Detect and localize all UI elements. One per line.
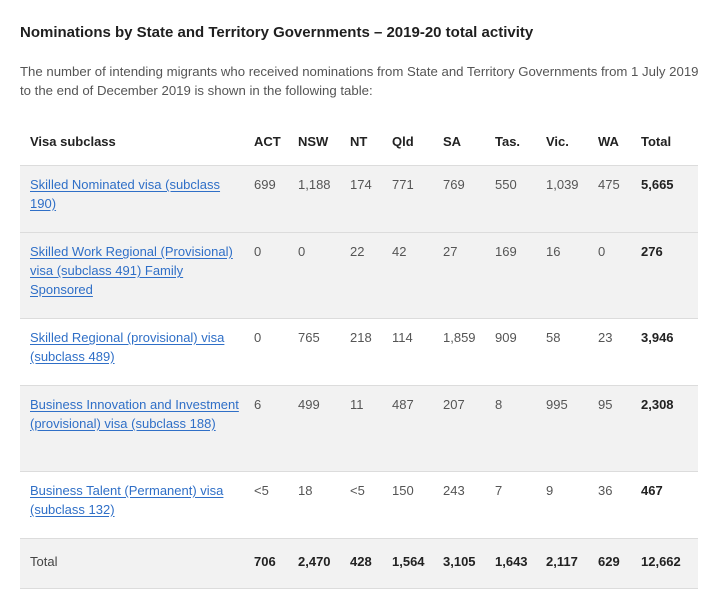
table-header-row: [20, 117, 698, 166]
cell-nt: 22: [340, 233, 382, 319]
visa-link-subclass-190[interactable]: Skilled Nominated visa (subclass 190): [30, 177, 221, 211]
visa-link-subclass-132[interactable]: Business Talent (Permanent) visa (subclass 132): [30, 483, 224, 517]
total-nt: 428: [340, 539, 382, 589]
cell-sa: 769: [433, 166, 485, 233]
cell-nsw: 0: [288, 233, 340, 319]
cell-vic: 58: [536, 319, 588, 386]
cell-qld: 771: [382, 166, 433, 233]
total-wa: 629: [588, 539, 631, 589]
cell-nt: 174: [340, 166, 382, 233]
cell-act: 0: [244, 233, 288, 319]
cell-sa: 207: [433, 386, 485, 472]
cell-act: 699: [244, 166, 288, 233]
cell-total: 3,946: [631, 319, 698, 386]
cell-tas: 8: [485, 386, 536, 472]
cell-nsw: 499: [288, 386, 340, 472]
column-header-wa: WA: [588, 117, 631, 166]
nominations-table: [20, 117, 698, 589]
cell-nt: 218: [340, 319, 382, 386]
cell-wa: 23: [588, 319, 631, 386]
cell-nt: <5: [340, 472, 382, 539]
total-sa: 3,105: [433, 539, 485, 589]
total-tas: 1,643: [485, 539, 536, 589]
cell-wa: 36: [588, 472, 631, 539]
cell-total: 467: [631, 472, 698, 539]
cell-nsw: 765: [288, 319, 340, 386]
cell-total: 2,308: [631, 386, 698, 472]
table-row: [20, 386, 698, 472]
cell-act: <5: [244, 472, 288, 539]
cell-nsw: 1,188: [288, 166, 340, 233]
total-act: 706: [244, 539, 288, 589]
column-header-visa-subclass: Visa subclass: [20, 117, 244, 166]
cell-qld: 150: [382, 472, 433, 539]
total-row-label: Total: [20, 539, 244, 589]
column-header-qld: Qld: [382, 117, 433, 166]
total-grand: 12,662: [631, 539, 698, 589]
page-title: Nominations by State and Territory Governments – 2019-20 total activity: [20, 24, 534, 41]
column-header-nsw: NSW: [288, 117, 340, 166]
total-qld: 1,564: [382, 539, 433, 589]
cell-total: 276: [631, 233, 698, 319]
column-header-total: Total: [631, 117, 698, 166]
cell-tas: 169: [485, 233, 536, 319]
cell-vic: 9: [536, 472, 588, 539]
cell-wa: 95: [588, 386, 631, 472]
table-row: [20, 319, 698, 386]
column-header-vic: Vic.: [536, 117, 588, 166]
total-vic: 2,117: [536, 539, 588, 589]
cell-vic: 16: [536, 233, 588, 319]
column-header-tas: Tas.: [485, 117, 536, 166]
cell-nt: 11: [340, 386, 382, 472]
column-header-sa: SA: [433, 117, 485, 166]
cell-wa: 0: [588, 233, 631, 319]
cell-sa: 1,859: [433, 319, 485, 386]
cell-tas: 7: [485, 472, 536, 539]
cell-act: 0: [244, 319, 288, 386]
total-nsw: 2,470: [288, 539, 340, 589]
visa-link-subclass-489[interactable]: Skilled Regional (provisional) visa (subclass 489): [30, 330, 225, 364]
cell-qld: 487: [382, 386, 433, 472]
table-row: [20, 166, 698, 233]
cell-vic: 995: [536, 386, 588, 472]
cell-tas: 909: [485, 319, 536, 386]
cell-total: 5,665: [631, 166, 698, 233]
column-header-act: ACT: [244, 117, 288, 166]
intro-text: The number of intending migrants who received nominations from State and Territory Governments from 1 July 2019 to the end of December 2019 is shown in the following table:: [20, 64, 699, 98]
cell-act: 6: [244, 386, 288, 472]
visa-link-subclass-491[interactable]: Skilled Work Regional (Provisional) visa (subclass 491) Family Sponsored: [30, 244, 233, 297]
cell-nsw: 18: [288, 472, 340, 539]
cell-qld: 42: [382, 233, 433, 319]
table-total-row: [20, 539, 698, 589]
column-header-nt: NT: [340, 117, 382, 166]
table-row: [20, 233, 698, 319]
cell-vic: 1,039: [536, 166, 588, 233]
cell-sa: 27: [433, 233, 485, 319]
cell-sa: 243: [433, 472, 485, 539]
cell-wa: 475: [588, 166, 631, 233]
table-row: [20, 472, 698, 539]
visa-link-subclass-188[interactable]: Business Innovation and Investment (provisional) visa (subclass 188): [30, 397, 239, 431]
cell-qld: 114: [382, 319, 433, 386]
cell-tas: 550: [485, 166, 536, 233]
